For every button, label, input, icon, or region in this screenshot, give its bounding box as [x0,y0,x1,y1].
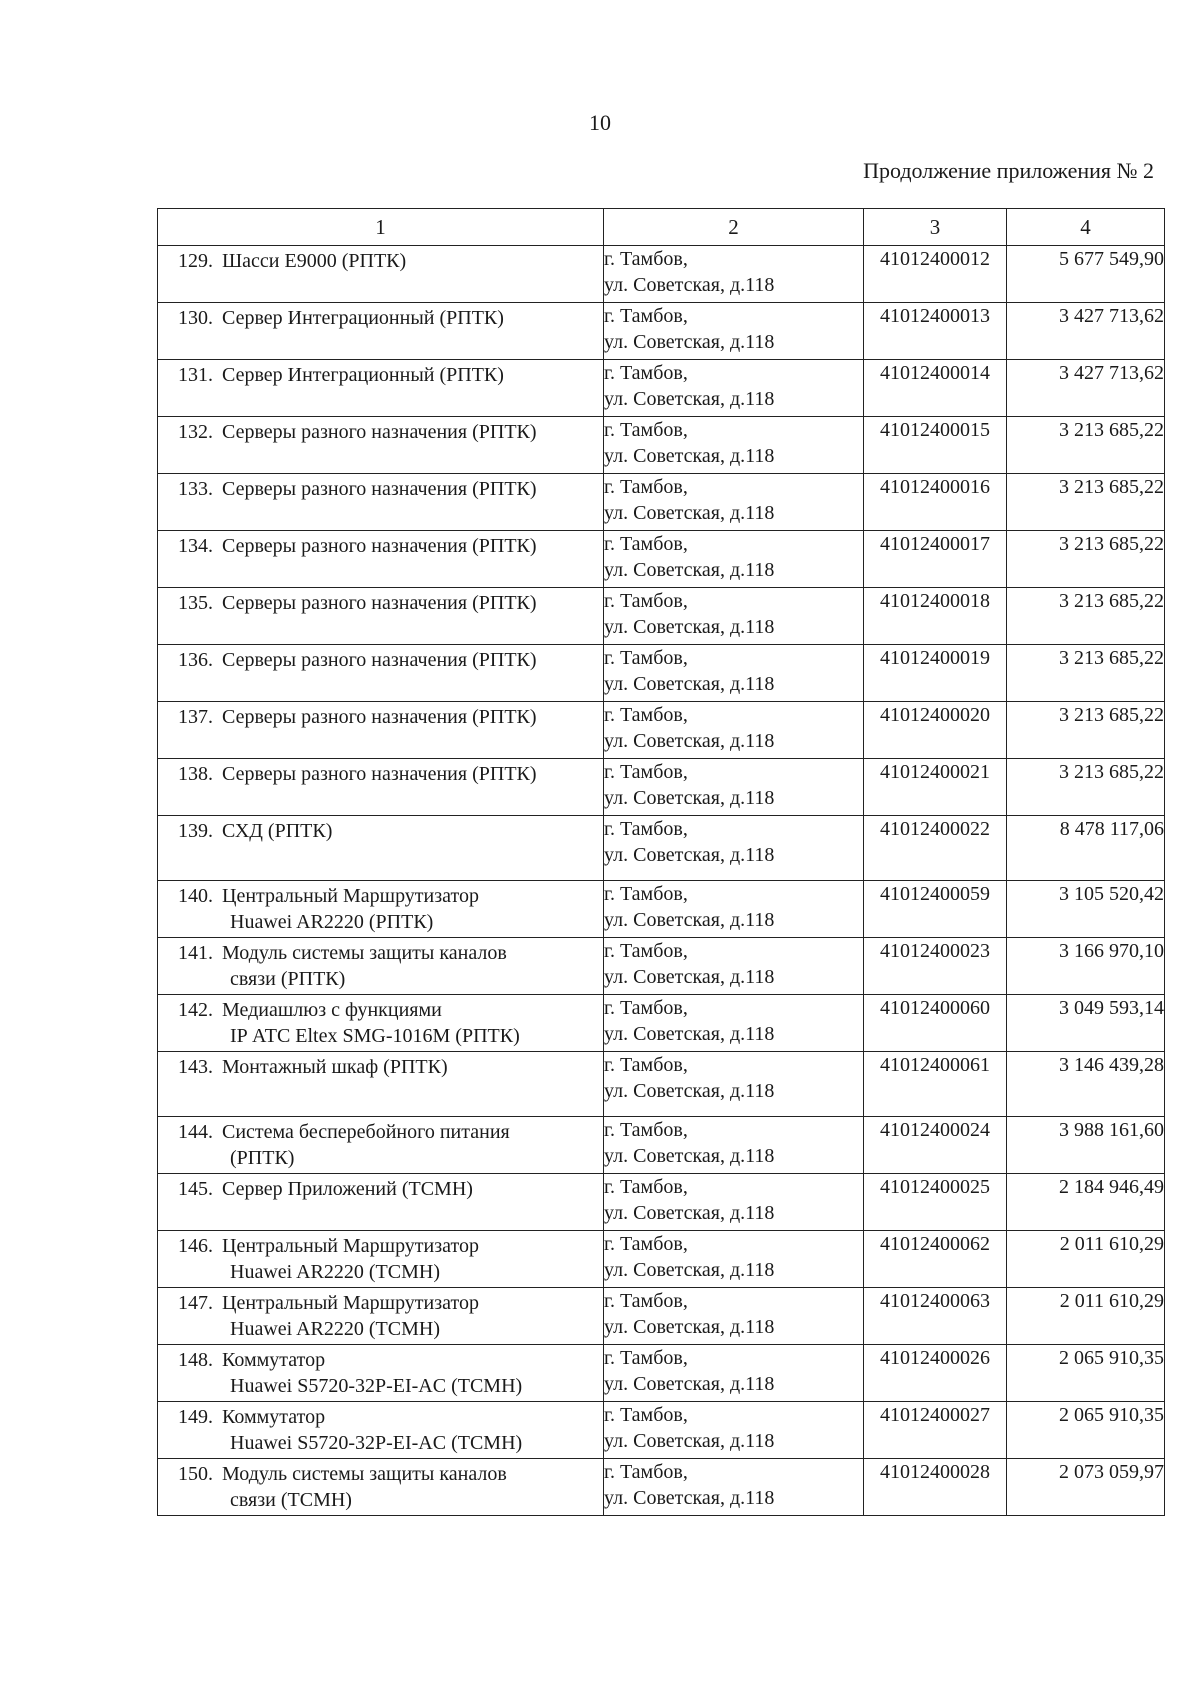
item-address: ул. Советская, д.118 [604,388,775,410]
item-address-cell [604,1345,864,1402]
book-value: 3 213 685,22 [1007,702,1165,759]
book-value: 3 049 593,14 [1007,995,1165,1052]
item-address: г. Тамбов, [604,940,688,962]
item-name-cell [158,938,604,995]
item-address: г. Тамбов, [604,647,688,669]
book-value: 5 677 549,90 [1007,246,1165,303]
item-address: г. Тамбов, [604,1054,688,1076]
item-number: 150. [178,1463,213,1485]
book-value: 3 213 685,22 [1007,417,1165,474]
inventory-number: 41012400060 [864,995,1007,1052]
item-address-cell [604,816,864,881]
item-address: г. Тамбов, [604,1176,688,1198]
item-name: Huawei AR2220 (ТСМН) [230,1318,440,1340]
item-name: Сервер Интеграционный (РПТК) [222,307,504,329]
item-name-cell [158,816,604,881]
item-name-cell [158,246,604,303]
asset-table [157,208,1165,1516]
item-address: г. Тамбов, [604,305,688,327]
item-address: ул. Советская, д.118 [604,966,775,988]
item-name-cell [158,995,604,1052]
item-address-cell [604,1288,864,1345]
inventory-number: 41012400027 [864,1402,1007,1459]
item-number: 137. [178,706,213,728]
item-name: Серверы разного назначения (РПТК) [222,478,537,500]
item-address-cell [604,645,864,702]
item-number: 140. [178,885,213,907]
book-value: 8 478 117,06 [1007,816,1165,881]
book-value: 2 011 610,29 [1007,1288,1165,1345]
inventory-number: 41012400025 [864,1174,1007,1231]
item-address: ул. Советская, д.118 [604,616,775,638]
item-name: Центральный Маршрутизатор [222,885,479,907]
item-name-cell [158,645,604,702]
table-row [158,360,1165,417]
item-number: 145. [178,1178,213,1200]
table-row [158,588,1165,645]
item-name-cell [158,1459,604,1516]
inventory-number: 41012400024 [864,1117,1007,1174]
inventory-number: 41012400059 [864,881,1007,938]
item-name: СХД (РПТК) [222,820,333,842]
book-value: 3 166 970,10 [1007,938,1165,995]
item-address: г. Тамбов, [604,533,688,555]
inventory-number: 41012400022 [864,816,1007,881]
item-number: 129. [178,250,213,272]
book-value: 3 427 713,62 [1007,303,1165,360]
item-address: ул. Советская, д.118 [604,1023,775,1045]
table-row [158,645,1165,702]
book-value: 2 065 910,35 [1007,1345,1165,1402]
item-address: ул. Советская, д.118 [604,274,775,296]
item-address: г. Тамбов, [604,761,688,783]
item-address: г. Тамбов, [604,590,688,612]
item-name: Сервер Интеграционный (РПТК) [222,364,504,386]
item-address: г. Тамбов, [604,1347,688,1369]
item-address: ул. Советская, д.118 [604,844,775,866]
item-address-cell [604,1052,864,1117]
table-row [158,531,1165,588]
table-row [158,417,1165,474]
item-name-cell [158,702,604,759]
item-name: Монтажный шкаф (РПТК) [222,1056,448,1078]
item-number: 138. [178,763,213,785]
item-name: Модуль системы защиты каналов [222,1463,507,1485]
item-address: ул. Советская, д.118 [604,730,775,752]
table-row [158,1231,1165,1288]
table-row [158,881,1165,938]
table-row [158,303,1165,360]
inventory-number: 41012400021 [864,759,1007,816]
item-number: 141. [178,942,213,964]
inventory-number: 41012400020 [864,702,1007,759]
annex-title: Продолжение приложения № 2 [863,158,1154,183]
item-number: 143. [178,1056,213,1078]
item-name: Серверы разного назначения (РПТК) [222,421,537,443]
item-address-cell [604,588,864,645]
item-address: ул. Советская, д.118 [604,1259,775,1281]
item-address-cell [604,1231,864,1288]
book-value: 3 146 439,28 [1007,1052,1165,1117]
item-address: г. Тамбов, [604,818,688,840]
item-name: (РПТК) [230,1147,295,1169]
item-address-cell [604,759,864,816]
inventory-number: 41012400063 [864,1288,1007,1345]
item-number: 149. [178,1406,213,1428]
item-address: ул. Советская, д.118 [604,331,775,353]
item-name: Центральный Маршрутизатор [222,1235,479,1257]
item-address: г. Тамбов, [604,1233,688,1255]
book-value: 3 213 685,22 [1007,645,1165,702]
item-address: ул. Советская, д.118 [604,673,775,695]
item-number: 139. [178,820,213,842]
item-address-cell [604,360,864,417]
item-address: г. Тамбов, [604,362,688,384]
item-name: связи (ТСМН) [230,1489,352,1511]
item-address: г. Тамбов, [604,476,688,498]
item-address-cell [604,1174,864,1231]
item-name: IP АТС Eltex SMG-1016M (РПТК) [230,1025,520,1047]
item-name-cell [158,417,604,474]
book-value: 2 184 946,49 [1007,1174,1165,1231]
item-address: г. Тамбов, [604,997,688,1019]
item-name-cell [158,1288,604,1345]
item-name: Huawei S5720-32P-EI-AC (ТСМН) [230,1375,523,1397]
item-name: Huawei AR2220 (ТСМН) [230,1261,440,1283]
book-value: 3 105 520,42 [1007,881,1165,938]
item-number: 147. [178,1292,213,1314]
item-address: ул. Советская, д.118 [604,1487,775,1509]
item-address-cell [604,474,864,531]
book-value: 3 988 161,60 [1007,1117,1165,1174]
item-address: г. Тамбов, [604,704,688,726]
table-row [158,995,1165,1052]
item-name: Huawei S5720-32P-EI-AC (ТСМН) [230,1432,523,1454]
item-name-cell [158,1231,604,1288]
item-name-cell [158,588,604,645]
book-value: 3 213 685,22 [1007,588,1165,645]
item-address-cell [604,246,864,303]
inventory-number: 41012400017 [864,531,1007,588]
item-name: Шасси E9000 (РПТК) [222,250,407,272]
item-address: г. Тамбов, [604,419,688,441]
item-name: Система бесперебойного питания [222,1121,510,1143]
book-value: 3 213 685,22 [1007,759,1165,816]
table-row [158,1052,1165,1117]
item-address-cell [604,881,864,938]
column-header: 2 [604,209,864,246]
book-value: 2 011 610,29 [1007,1231,1165,1288]
item-name-cell [158,1052,604,1117]
item-address-cell [604,303,864,360]
item-name: Серверы разного назначения (РПТК) [222,706,537,728]
inventory-number: 41012400061 [864,1052,1007,1117]
item-address: ул. Советская, д.118 [604,1316,775,1338]
column-header: 3 [864,209,1007,246]
item-address-cell [604,938,864,995]
item-number: 146. [178,1235,213,1257]
table-row [158,246,1165,303]
item-address-cell [604,531,864,588]
item-name: Серверы разного назначения (РПТК) [222,535,537,557]
inventory-number: 41012400013 [864,303,1007,360]
item-number: 148. [178,1349,213,1371]
table-header-row [158,209,1165,246]
item-address-cell [604,417,864,474]
item-address: г. Тамбов, [604,1404,688,1426]
table-row [158,1174,1165,1231]
item-name: Коммутатор [222,1406,326,1428]
item-name: Серверы разного назначения (РПТК) [222,649,537,671]
item-address-cell [604,702,864,759]
item-address: ул. Советская, д.118 [604,445,775,467]
item-name-cell [158,759,604,816]
table-row [158,759,1165,816]
item-number: 130. [178,307,213,329]
book-value: 2 065 910,35 [1007,1402,1165,1459]
book-value: 3 427 713,62 [1007,360,1165,417]
item-address-cell [604,1117,864,1174]
item-number: 135. [178,592,213,614]
table-row [158,1117,1165,1174]
item-name-cell [158,1402,604,1459]
item-number: 132. [178,421,213,443]
item-name: Центральный Маршрутизатор [222,1292,479,1314]
inventory-number: 41012400016 [864,474,1007,531]
item-name-cell [158,303,604,360]
item-number: 136. [178,649,213,671]
column-header: 1 [158,209,604,246]
item-number: 133. [178,478,213,500]
item-number: 142. [178,999,213,1021]
book-value: 3 213 685,22 [1007,474,1165,531]
item-number: 144. [178,1121,213,1143]
item-address-cell [604,995,864,1052]
table-body [158,246,1165,1516]
inventory-number: 41012400018 [864,588,1007,645]
inventory-number: 41012400062 [864,1231,1007,1288]
table-row [158,1345,1165,1402]
item-name: Серверы разного назначения (РПТК) [222,592,537,614]
table-row [158,702,1165,759]
item-address: ул. Советская, д.118 [604,1202,775,1224]
inventory-number: 41012400026 [864,1345,1007,1402]
inventory-number: 41012400019 [864,645,1007,702]
table-row [158,938,1165,995]
column-header: 4 [1007,209,1165,246]
item-name-cell [158,1345,604,1402]
table-row [158,816,1165,881]
item-address: г. Тамбов, [604,883,688,905]
item-address: ул. Советская, д.118 [604,1080,775,1102]
item-name-cell [158,360,604,417]
item-name: Коммутатор [222,1349,326,1371]
item-name: связи (РПТК) [230,968,346,990]
book-value: 2 073 059,97 [1007,1459,1165,1516]
book-value: 3 213 685,22 [1007,531,1165,588]
item-name: Модуль системы защиты каналов [222,942,507,964]
item-address: ул. Советская, д.118 [604,502,775,524]
item-address: ул. Советская, д.118 [604,787,775,809]
item-address-cell [604,1402,864,1459]
item-address: г. Тамбов, [604,1290,688,1312]
item-name: Серверы разного назначения (РПТК) [222,763,537,785]
item-name: Сервер Приложений (ТСМН) [222,1178,473,1200]
item-address: ул. Советская, д.118 [604,909,775,931]
item-name-cell [158,881,604,938]
item-name-cell [158,474,604,531]
item-name: Huawei AR2220 (РПТК) [230,911,434,933]
table-row [158,1402,1165,1459]
item-address: г. Тамбов, [604,248,688,270]
inventory-number: 41012400023 [864,938,1007,995]
item-address: ул. Советская, д.118 [604,1145,775,1167]
item-address: ул. Советская, д.118 [604,559,775,581]
page-number: 10 [589,110,611,135]
item-name: Медиашлюз с функциями [222,999,442,1021]
item-address: ул. Советская, д.118 [604,1373,775,1395]
item-number: 131. [178,364,213,386]
item-name-cell [158,1174,604,1231]
item-address-cell [604,1459,864,1516]
table-row [158,1459,1165,1516]
table-row [158,474,1165,531]
item-address: г. Тамбов, [604,1461,688,1483]
item-name-cell [158,1117,604,1174]
inventory-number: 41012400015 [864,417,1007,474]
item-name-cell [158,531,604,588]
inventory-number: 41012400012 [864,246,1007,303]
table-row [158,1288,1165,1345]
inventory-number: 41012400014 [864,360,1007,417]
item-number: 134. [178,535,213,557]
inventory-number: 41012400028 [864,1459,1007,1516]
item-address: ул. Советская, д.118 [604,1430,775,1452]
item-address: г. Тамбов, [604,1119,688,1141]
